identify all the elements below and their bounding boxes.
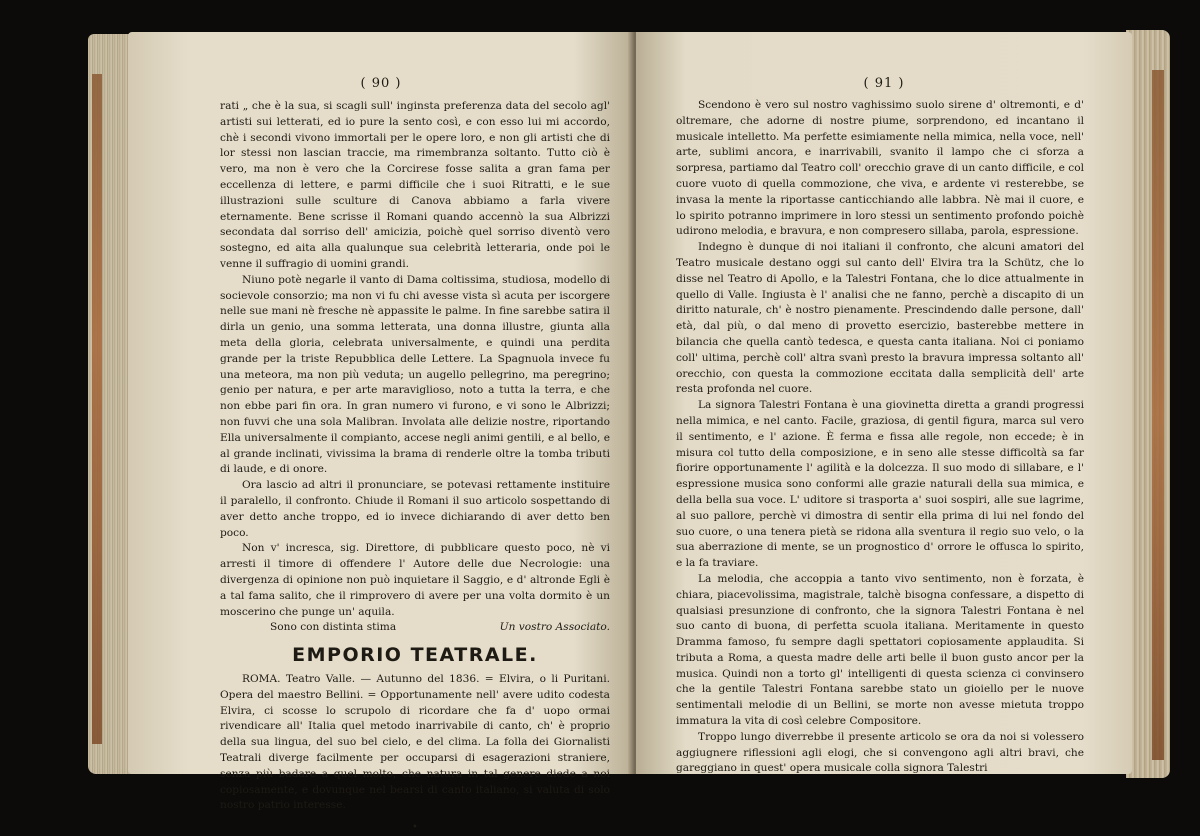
paragraph: Troppo lungo diverrebbe il presente articolo se ora da noi si volessero aggiugnere riflessioni agli elogi, che si convengono agli altri bravi, che gareggiano in quest' opera musicale colla signora Talestri <box>676 730 1084 775</box>
closing-line: Sono con distinta stima <box>270 621 397 634</box>
letter-closing <box>220 620 610 636</box>
paragraph: Niuno potè negarle il vanto di Dama coltissima, studiosa, modello di socievole consorzio; ma non vi fu chi avesse vista sì acuta per iscorgere nelle sue mani nè fresche nè appassite le palme. In fine sarebbe satira il dirla un genio, una somma letterata, una donna illustre, giunta alla meta della gloria, celebrata universalmente, e quindi una perdita grande per la triste Repubblica delle Lettere. La Spagnuola invece fu una meteora, ma non più veduta; un augello pellegrino, ma peregrino; genio per natura, e per arte maraviglioso, noto a tutta la terra, e che non ebbe pari fin ora. In gran numero vi furono, e vi sono le Albrizzi; non fuvvi che una sola Malibran. Involata alle delizie nostre, riportando Ella universalmente il compianto, accese negli animi gentili, e al bello, e al grande inclinati, vivissima la brama di renderle oltre la tomba tributi di laude, e di onore. <box>220 273 610 476</box>
left-page <box>128 32 634 834</box>
paragraph: Ora lascio ad altri il pronunciare, se potevasi rettamente instituire il paralello, il confronto. Chiude il Romani il suo articolo sospettando di aver detto anche troppo, ed io invece dichiarando di aver detto ben poco. <box>220 479 610 539</box>
signature: Un vostro Associato. <box>499 621 610 634</box>
page-number: ( 91 ) <box>863 76 905 91</box>
paragraph: La signora Talestri Fontana è una giovinetta diretta a grandi progressi nella mimica, e nel canto. Facile, graziosa, di gentil figura, marca sul vero il sentimento, e l' azione. È ferma e fissa alle regole, non eccede; è in misura col tutto della composizione, e in seno alle stesse difficoltà sa far fiorire opportunamente l' agilità e la dolcezza. Il suo modo di sillabare, e l' espressione musica sono conformi alle grazie naturali della sua mimica, e della bella sua voce. L' uditore si trasporta a' suoi sospiri, alle sue lagrime, al suo pallore, perchè vi dimostra di sentir ella prima di lui nel fondo del suo cuore, o una tenera pietà se ridona alla sventura il regio suo velo, o la sua aberrazione di mente, se un prognostico d' orrore le offusca lo spirito, e la fa traviare. <box>676 399 1084 570</box>
right-page <box>636 32 1132 774</box>
paragraph: ROMA. Teatro Valle. — Autunno del 1836. = Elvira, o li Puritani. Opera del maestro Bellini. = Opportunamente nell' avere udito codesta Elvira, ci scosse lo scrupolo di ricordare che fa d' uopo ormai rivendicare all' Italia quel metodo inarrivabile di canto, ch' è proprio della sua lingua, del suo bel cielo, e del clima. La folla dei Giornalisti Teatrali diverge facilmente per occuparsi di esagerazioni straniere, senza più badare a quel molto, che natura in tal genere diede a noi copiosamente, e dovunque nel bearsi di canto italiano, si valuta di solo nostro patrio interesse. <box>220 673 610 812</box>
paragraph: La melodia, che accoppia a tanto vivo sentimento, non è forzata, è chiara, piacevolissima, magistrale, talchè bisogna confessare, a dispetto di qualsiasi presunzione di confronto, che la signora Talestri Fontana è nel suo canto di buona, di perfetta scuola italiana. Meritamente in questo Dramma famoso, fu sempre dagli spettatori copiosamente applaudita. Si tributa a Roma, a questa madre delle arti belle il buon gusto ancor per la musica. Quindi non a torto gl' intelligenti di questa scienza ci convinsero che la gentile Talestri Fontana sarebbe stato un gioiello per le nuove sentimentali melodie di un Bellini, se morte non avesse mietuta troppo immatura la vita di così celebre Compositore. <box>676 572 1084 728</box>
paragraph: rati „ che è la sua, si scagli sull' inginsta preferenza data del secolo agl' artisti sui letterati, ed io pure la sento così, e con esso lui mi accordo, chè i secondi vivono immortali per le opere loro, e non gli artisti che di lor stessi non lascian traccie, ma rimembranza soltanto. Tutto ciò è vero, ma non è vero che la Corcirese fosse salita a gran fama per eccellenza di lettere, e parmi difficile che i suoi Ritratti, e le sue illustrazioni sulle sculture di Canova abbiamo a farla vivere eternamente. Bene scrisse il Romani quando accennò la sua Albrizzi secondata dal sorriso dell' amicizia, poichè quel sorriso diventò vero sostegno, ed aita alla qualunque sua celebrità letteraria, onde poi le venne il suffragio di uomini grandi. <box>220 100 610 270</box>
paragraph: Scendono è vero sul nostro vaghissimo suolo sirene d' oltremonti, e d' oltremare, che adorne di nostre piume, sorprendono, ed incantano il musicale intelletto. Ma perfette esimiamente nella mimica, nella voce, nell' arte, sublimi ancora, e inarrivabili, svanito il lampo che ci sforza a sorpresa, partiamo dal Teatro coll' orecchio grave di un canto difficile, e col cuore vuoto di quella commozione, che viva, e ardente vi resterebbe, se invasa la mente la riportasse canticchiando alle labbra. Nè mai il cuore, e lo spirito potranno imprimere in loro stessi un sentimento profondo poichè udirono melodia, e bravura, e non compresero sillaba, parola, espressione. <box>676 99 1084 238</box>
page-marker: • <box>412 822 418 834</box>
open-book <box>88 26 1170 834</box>
left-page-text <box>220 99 610 836</box>
section-heading: EMPORIO TEATRALE. <box>292 644 538 667</box>
page-number: ( 90 ) <box>360 76 402 91</box>
right-page-edges <box>1126 30 1170 778</box>
right-page-text <box>676 98 1084 777</box>
paragraph: Non v' incresca, sig. Direttore, di pubblicare questo poco, nè vi arresti il timore di offendere l' Autore delle due Necrologie: una divergenza di opinione non può inquietare il Saggio, e d' altronde Egli è a tal fama salito, che il rimprovero di avere per una volta dormito è un moscerino che punge un' aquila. <box>220 542 610 618</box>
paragraph: Indegno è dunque di noi italiani il confronto, che alcuni amatori del Teatro musicale destano oggi sul canto dell' Elvira tra la Schütz, che lo disse nel Teatro di Apollo, e la Talestri Fontana, che lo dice attualmente in quello di Valle. Ingiusta è l' analisi che ne fanno, perchè a discapito di un diritto naturale, ch' è nostro pienamente. Prescindendo dalle persone, dall' età, dal più, o dal meno di provetto esercizio, basterebbe mettere in bilancia che quella cantò tedesca, e questa canta italiana. Noi ci poniamo coll' ultima, perchè coll' altra svanì presto la bravura impressa soltanto all' orecchio, con questa la commozione eccitata dalla semplicità dell' arte resta profonda nel cuore. <box>676 241 1084 396</box>
